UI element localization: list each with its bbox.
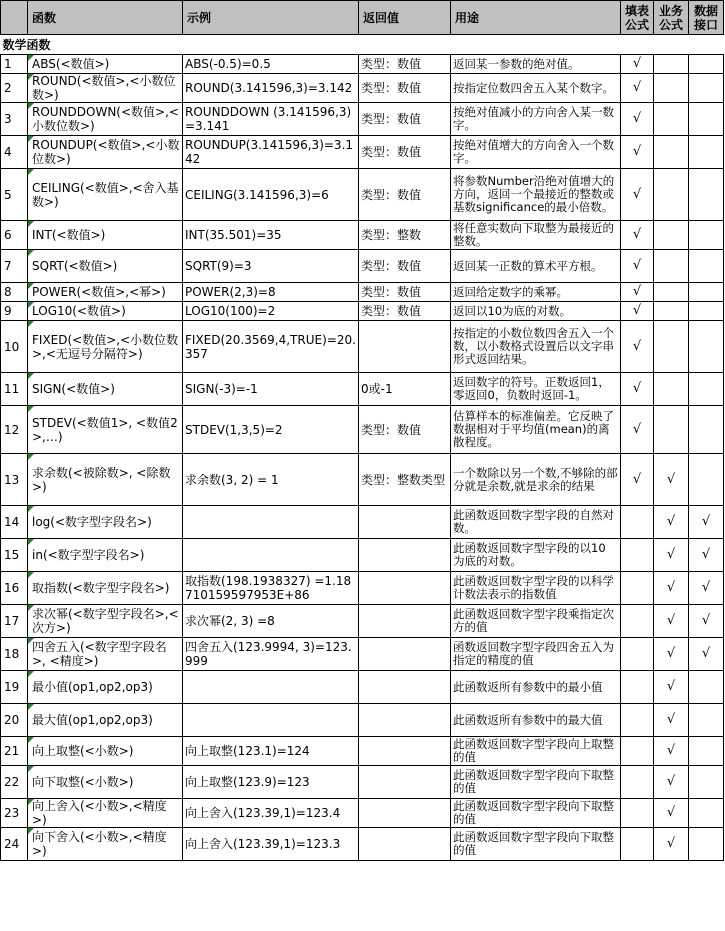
use-cell: 返回某一正数的算术平方根。	[451, 250, 621, 283]
data-interface-check	[689, 250, 724, 283]
return-cell	[359, 638, 451, 671]
example-cell: ROUNDDOWN (3.141596,3)=3.141	[183, 103, 359, 136]
example-cell: STDEV(1,3,5)=2	[183, 406, 359, 454]
use-cell: 此函数返回数字型字段向下取整的值	[451, 799, 621, 828]
fill-formula-check: √	[621, 103, 654, 136]
comment-indicator-icon	[28, 572, 34, 578]
fill-formula-check	[621, 671, 654, 704]
function-text: 求余数(<被除数>, <除数>)	[32, 465, 171, 494]
table-row	[1, 283, 724, 302]
comment-indicator-icon	[28, 302, 34, 308]
return-cell	[359, 506, 451, 539]
return-cell: 类型：数值	[359, 55, 451, 74]
row-number: 5	[1, 169, 28, 221]
function-cell	[28, 704, 183, 737]
fill-formula-check	[621, 766, 654, 799]
row-number: 19	[1, 671, 28, 704]
data-interface-check	[689, 283, 724, 302]
example-cell: FIXED(20.3569,4,TRUE)=20.357	[183, 321, 359, 373]
function-text: log(<数字型字段名>)	[32, 515, 152, 529]
fill-formula-check	[621, 704, 654, 737]
comment-indicator-icon	[28, 766, 34, 772]
row-number: 16	[1, 572, 28, 605]
row-number: 12	[1, 406, 28, 454]
business-formula-check	[654, 55, 689, 74]
fill-formula-check: √	[621, 283, 654, 302]
example-cell: ABS(-0.5)=0.5	[183, 55, 359, 74]
function-text: ROUNDDOWN(<数值>,<小数位数>)	[32, 105, 179, 133]
example-cell: 求次幂(2, 3) =8	[183, 605, 359, 638]
example-cell: 四舍五入(123.9994, 3)=123.999	[183, 638, 359, 671]
row-number: 11	[1, 373, 28, 406]
data-interface-check	[689, 74, 724, 103]
table-row	[1, 506, 724, 539]
example-cell: ROUNDUP(3.141596,3)=3.142	[183, 136, 359, 169]
comment-indicator-icon	[28, 539, 34, 545]
fill-formula-check: √	[621, 321, 654, 373]
use-cell: 此函数返所有参数中的最大值	[451, 704, 621, 737]
use-cell: 此函数返所有参数中的最小值	[451, 671, 621, 704]
use-cell: 函数返回数字型字段四舍五入为指定的精度的值	[451, 638, 621, 671]
business-formula-check	[654, 136, 689, 169]
function-cell	[28, 321, 183, 373]
table-row	[1, 766, 724, 799]
use-cell: 此函数返回数字型字段向下取整的值	[451, 828, 621, 861]
table-row	[1, 406, 724, 454]
row-number: 9	[1, 302, 28, 321]
table-row	[1, 539, 724, 572]
fill-formula-check: √	[621, 169, 654, 221]
data-interface-check	[689, 766, 724, 799]
table-row	[1, 828, 724, 861]
data-interface-check	[689, 136, 724, 169]
return-cell	[359, 766, 451, 799]
function-cell	[28, 373, 183, 406]
function-cell	[28, 671, 183, 704]
comment-indicator-icon	[28, 283, 34, 289]
comment-indicator-icon	[28, 799, 34, 805]
function-text: CEILING(<数值>,<舍入基数>)	[32, 180, 179, 209]
use-cell: 估算样本的标准偏差。它反映了数据相对于平均值(mean)的离散程度。	[451, 406, 621, 454]
fill-formula-check	[621, 506, 654, 539]
header-business-formula: 业务公式	[654, 1, 689, 35]
business-formula-check	[654, 74, 689, 103]
data-interface-check	[689, 221, 724, 250]
function-text: SIGN(<数值>)	[32, 382, 115, 396]
use-cell: 此函数返回数字型字段向下取整的值	[451, 766, 621, 799]
return-cell: 类型：数值	[359, 406, 451, 454]
function-text: 最小值(op1,op2,op3)	[32, 680, 153, 694]
return-cell: 类型：数值	[359, 169, 451, 221]
function-text: INT(<数值>)	[32, 228, 106, 242]
comment-indicator-icon	[28, 169, 34, 175]
row-number: 17	[1, 605, 28, 638]
row-number: 24	[1, 828, 28, 861]
comment-indicator-icon	[28, 704, 34, 710]
row-number: 1	[1, 55, 28, 74]
return-cell: 类型：整数类型	[359, 454, 451, 506]
function-cell	[28, 506, 183, 539]
function-text: ROUND(<数值>,<小数位数>)	[32, 74, 176, 102]
comment-indicator-icon	[28, 103, 34, 109]
table-row	[1, 221, 724, 250]
table-row	[1, 169, 724, 221]
business-formula-check: √	[654, 766, 689, 799]
header-example: 示例	[183, 1, 359, 35]
function-text: 向上舍入(<小数>,<精度>)	[32, 799, 167, 827]
return-cell: 类型：数值	[359, 250, 451, 283]
function-text: 向下取整(<小数>)	[32, 775, 134, 789]
example-cell: POWER(2,3)=8	[183, 283, 359, 302]
function-text: 向上取整(<小数>)	[32, 744, 134, 758]
function-cell	[28, 221, 183, 250]
business-formula-check: √	[654, 572, 689, 605]
row-number: 21	[1, 737, 28, 766]
business-formula-check	[654, 250, 689, 283]
business-formula-check: √	[654, 454, 689, 506]
fill-formula-check: √	[621, 74, 654, 103]
section-row	[1, 35, 724, 55]
business-formula-check: √	[654, 605, 689, 638]
function-text: in(<数字型字段名>)	[32, 548, 145, 562]
example-cell: 取指数(198.1938327) =1.18710159597953E+86	[183, 572, 359, 605]
fill-formula-check	[621, 605, 654, 638]
example-cell: SIGN(-3)=-1	[183, 373, 359, 406]
row-number: 3	[1, 103, 28, 136]
function-text: POWER(<数值>,<幂>)	[32, 285, 166, 299]
function-text: ABS(<数值>)	[32, 57, 110, 71]
function-cell	[28, 250, 183, 283]
data-interface-check	[689, 828, 724, 861]
function-cell	[28, 572, 183, 605]
comment-indicator-icon	[28, 406, 34, 412]
table-row	[1, 55, 724, 74]
example-cell	[183, 704, 359, 737]
header-row	[1, 1, 724, 35]
fill-formula-check	[621, 737, 654, 766]
table-row	[1, 572, 724, 605]
table-row	[1, 74, 724, 103]
return-cell: 类型：数值	[359, 283, 451, 302]
use-cell: 将任意实数向下取整为最接近的整数。	[451, 221, 621, 250]
business-formula-check: √	[654, 737, 689, 766]
data-interface-check: √	[689, 638, 724, 671]
function-cell	[28, 136, 183, 169]
comment-indicator-icon	[28, 55, 34, 61]
data-interface-check	[689, 169, 724, 221]
return-cell	[359, 321, 451, 373]
example-cell: LOG10(100)=2	[183, 302, 359, 321]
table-row	[1, 250, 724, 283]
comment-indicator-icon	[28, 321, 34, 327]
function-text: ROUNDUP(<数值>,<小数位数>)	[32, 138, 180, 166]
business-formula-check	[654, 302, 689, 321]
example-cell: SQRT(9)=3	[183, 250, 359, 283]
fill-formula-check: √	[621, 302, 654, 321]
return-cell: 0或-1	[359, 373, 451, 406]
section-title: 数学函数	[1, 35, 724, 55]
return-cell	[359, 704, 451, 737]
business-formula-check	[654, 406, 689, 454]
row-number: 2	[1, 74, 28, 103]
example-cell: INT(35.501)=35	[183, 221, 359, 250]
business-formula-check	[654, 321, 689, 373]
data-interface-check	[689, 799, 724, 828]
return-cell: 类型：数值	[359, 302, 451, 321]
table-row	[1, 136, 724, 169]
fill-formula-check	[621, 539, 654, 572]
function-cell	[28, 828, 183, 861]
table-row	[1, 799, 724, 828]
data-interface-check	[689, 671, 724, 704]
header-function: 函数	[28, 1, 183, 35]
return-cell	[359, 828, 451, 861]
use-cell: 返回以10为底的对数。	[451, 302, 621, 321]
data-interface-check	[689, 704, 724, 737]
fill-formula-check: √	[621, 454, 654, 506]
comment-indicator-icon	[28, 373, 34, 379]
example-cell: 向上取整(123.1)=124	[183, 737, 359, 766]
data-interface-check	[689, 302, 724, 321]
table-row	[1, 605, 724, 638]
function-cell	[28, 737, 183, 766]
fill-formula-check: √	[621, 136, 654, 169]
comment-indicator-icon	[28, 737, 34, 743]
function-cell	[28, 799, 183, 828]
table-row	[1, 373, 724, 406]
example-cell: 求余数(3, 2) = 1	[183, 454, 359, 506]
data-interface-check	[689, 454, 724, 506]
row-number: 13	[1, 454, 28, 506]
table-row	[1, 737, 724, 766]
table-row	[1, 302, 724, 321]
data-interface-check: √	[689, 572, 724, 605]
function-cell	[28, 103, 183, 136]
example-cell	[183, 671, 359, 704]
comment-indicator-icon	[28, 454, 34, 460]
function-text: 向下舍入(<小数>,<精度>)	[32, 830, 167, 858]
function-cell	[28, 766, 183, 799]
function-text: 最大值(op1,op2,op3)	[32, 713, 153, 727]
table-row	[1, 704, 724, 737]
function-cell	[28, 302, 183, 321]
header-no	[1, 1, 28, 35]
comment-indicator-icon	[28, 506, 34, 512]
table-row	[1, 454, 724, 506]
return-cell	[359, 671, 451, 704]
data-interface-check	[689, 406, 724, 454]
fill-formula-check	[621, 572, 654, 605]
header-return: 返回值	[359, 1, 451, 35]
function-cell	[28, 55, 183, 74]
use-cell: 返回某一参数的绝对值。	[451, 55, 621, 74]
example-cell: CEILING(3.141596,3)=6	[183, 169, 359, 221]
return-cell	[359, 605, 451, 638]
data-interface-check: √	[689, 539, 724, 572]
comment-indicator-icon	[28, 638, 34, 644]
use-cell: 按指定的小数位数四舍五入一个数，以小数格式设置后以文字串形式返回结果。	[451, 321, 621, 373]
use-cell: 返回给定数字的乘幂。	[451, 283, 621, 302]
business-formula-check	[654, 221, 689, 250]
fill-formula-check: √	[621, 406, 654, 454]
comment-indicator-icon	[28, 136, 34, 142]
table-row	[1, 671, 724, 704]
example-cell: 向上取整(123.9)=123	[183, 766, 359, 799]
row-number: 18	[1, 638, 28, 671]
business-formula-check: √	[654, 506, 689, 539]
function-cell	[28, 605, 183, 638]
function-cell	[28, 539, 183, 572]
row-number: 6	[1, 221, 28, 250]
use-cell: 此函数返回数字型字段的以10 为底的对数。	[451, 539, 621, 572]
use-cell: 返回数字的符号。正数返回1，零返回0，负数时返回-1。	[451, 373, 621, 406]
fill-formula-check: √	[621, 55, 654, 74]
comment-indicator-icon	[28, 74, 34, 80]
data-interface-check	[689, 55, 724, 74]
example-cell	[183, 539, 359, 572]
business-formula-check: √	[654, 799, 689, 828]
business-formula-check	[654, 169, 689, 221]
return-cell	[359, 737, 451, 766]
return-cell	[359, 799, 451, 828]
use-cell: 此函数返回数字型字段向上取整的值	[451, 737, 621, 766]
use-cell: 按绝对值减小的方向舍入某一数字。	[451, 103, 621, 136]
fill-formula-check: √	[621, 250, 654, 283]
row-number: 15	[1, 539, 28, 572]
business-formula-check	[654, 283, 689, 302]
row-number: 7	[1, 250, 28, 283]
use-cell: 按绝对值增大的方向舍入一个数字。	[451, 136, 621, 169]
return-cell: 类型：整数	[359, 221, 451, 250]
data-interface-check	[689, 321, 724, 373]
data-interface-check	[689, 103, 724, 136]
data-interface-check	[689, 737, 724, 766]
return-cell: 类型：数值	[359, 74, 451, 103]
function-text: 四舍五入(<数字型字段名>, <精度>)	[32, 640, 167, 668]
function-cell	[28, 454, 183, 506]
function-cell	[28, 638, 183, 671]
row-number: 4	[1, 136, 28, 169]
business-formula-check: √	[654, 638, 689, 671]
fill-formula-check	[621, 799, 654, 828]
fill-formula-check: √	[621, 221, 654, 250]
business-formula-check: √	[654, 704, 689, 737]
data-interface-check: √	[689, 605, 724, 638]
use-cell: 此函数返回数字型字段乘指定次方的值	[451, 605, 621, 638]
use-cell: 一个数除以另一个数,不够除的部分就是余数,就是求余的结果	[451, 454, 621, 506]
comment-indicator-icon	[28, 221, 34, 227]
function-text: STDEV(<数值1>, <数值2>,…)	[32, 415, 178, 444]
row-number: 23	[1, 799, 28, 828]
function-cell	[28, 406, 183, 454]
table-row	[1, 103, 724, 136]
business-formula-check: √	[654, 828, 689, 861]
function-cell	[28, 74, 183, 103]
use-cell: 此函数返回数字型字段的自然对数。	[451, 506, 621, 539]
function-text: 取指数(<数字型字段名>)	[32, 581, 170, 595]
table-row	[1, 321, 724, 373]
function-cell	[28, 169, 183, 221]
return-cell: 类型：数值	[359, 136, 451, 169]
row-number: 22	[1, 766, 28, 799]
data-interface-check: √	[689, 506, 724, 539]
example-cell	[183, 506, 359, 539]
function-text: LOG10(<数值>)	[32, 304, 126, 318]
header-fill-formula: 填表公式	[621, 1, 654, 35]
row-number: 20	[1, 704, 28, 737]
business-formula-check: √	[654, 671, 689, 704]
comment-indicator-icon	[28, 828, 34, 834]
function-cell	[28, 283, 183, 302]
function-text: FIXED(<数值>,<小数位数>,<无逗号分隔符>)	[32, 332, 179, 361]
data-interface-check	[689, 373, 724, 406]
use-cell: 此函数返回数字型字段的以科学计数法表示的指数值	[451, 572, 621, 605]
fill-formula-check	[621, 638, 654, 671]
header-use: 用途	[451, 1, 621, 35]
example-cell: 向上舍入(123.39,1)=123.4	[183, 799, 359, 828]
comment-indicator-icon	[28, 605, 34, 611]
function-text: 求次幂(<数字型字段名>,<次方>)	[32, 607, 179, 635]
example-cell: 向上舍入(123.39,1)=123.3	[183, 828, 359, 861]
return-cell: 类型：数值	[359, 103, 451, 136]
comment-indicator-icon	[28, 250, 34, 256]
business-formula-check: √	[654, 539, 689, 572]
business-formula-check	[654, 103, 689, 136]
return-cell	[359, 539, 451, 572]
fill-formula-check: √	[621, 373, 654, 406]
use-cell: 按指定位数四舍五入某个数字。	[451, 74, 621, 103]
use-cell: 将参数Number沿绝对值增大的方向，返回一个最接近的整数或基数significance的最小倍数。	[451, 169, 621, 221]
fill-formula-check	[621, 828, 654, 861]
business-formula-check	[654, 373, 689, 406]
example-cell: ROUND(3.141596,3)=3.142	[183, 74, 359, 103]
return-cell	[359, 572, 451, 605]
function-text: SQRT(<数值>)	[32, 259, 118, 273]
comment-indicator-icon	[28, 671, 34, 677]
header-data-interface: 数据接口	[689, 1, 724, 35]
row-number: 8	[1, 283, 28, 302]
row-number: 14	[1, 506, 28, 539]
row-number: 10	[1, 321, 28, 373]
table-row	[1, 638, 724, 671]
